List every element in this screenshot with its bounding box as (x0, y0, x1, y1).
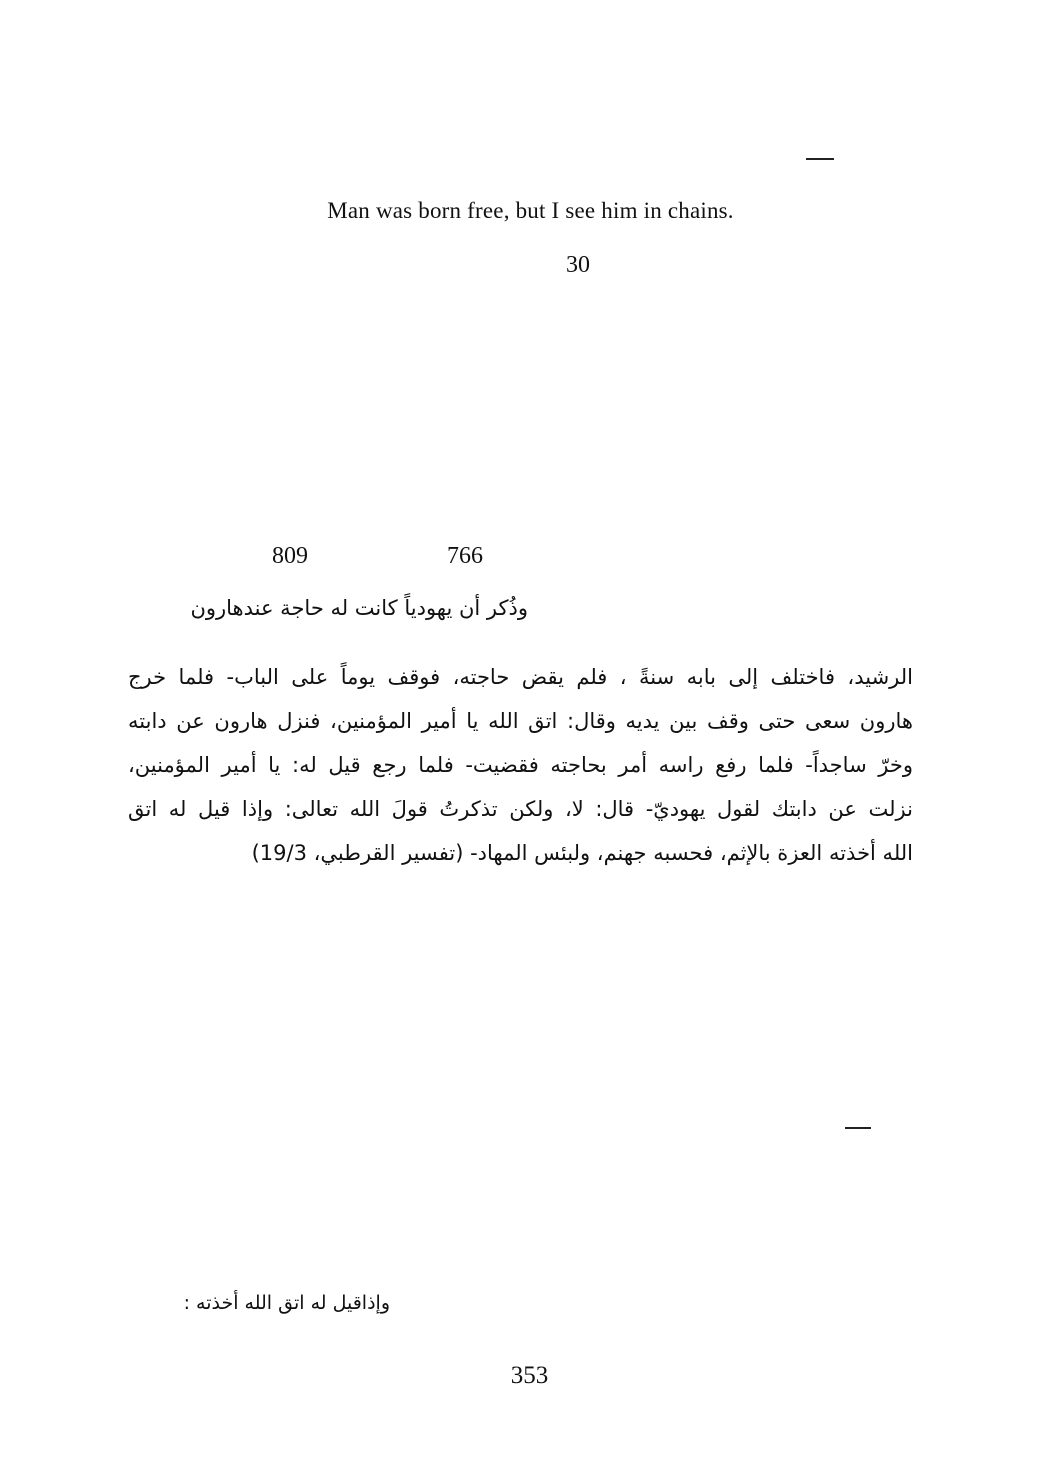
footnote-marker: 30 (566, 252, 590, 278)
arabic-intro-line: وذُكر أن يهودياً كانت له حاجة عندهارون (190, 596, 528, 620)
arabic-footnote: وإذاقيل له اتق الله أخذته : (183, 1292, 390, 1314)
year-end: 809 (272, 543, 308, 569)
epigraph-quote: Man was born free, but I see him in chains. (327, 198, 734, 223)
arabic-paragraph (128, 655, 913, 875)
footnote-separator (845, 1127, 871, 1129)
arabic-line: نزلت عن دابتك لقول يهوديّ- قال: لا، ولكن تذكرتُ قولَ الله تعالى: وإذا قيل له اتق (128, 797, 913, 821)
arabic-line: الله أخذته العزة بالإثم، فحسبه جهنم، ولبئس المهاد- (تفسير القرطبي، 19/3) (251, 841, 913, 865)
page-number: 353 (510, 1362, 549, 1389)
footnote-separator-top (806, 158, 834, 160)
arabic-line: هارون سعى حتى وقف بين يديه وقال: اتق الله يا أمير المؤمنين، فنزل هارون عن دابته (128, 709, 913, 733)
year-start: 766 (447, 543, 483, 569)
arabic-line: الرشيد، فاختلف إلى بابه سنةً ، فلم يقض حاجته، فوقف يوماً على الباب- فلما خرج (128, 665, 913, 689)
arabic-line: وخرّ ساجداً- فلما رفع راسه أمر بحاجته فقضيت- فلما رجع قيل له: يا أمير المؤمنين، (128, 753, 913, 777)
